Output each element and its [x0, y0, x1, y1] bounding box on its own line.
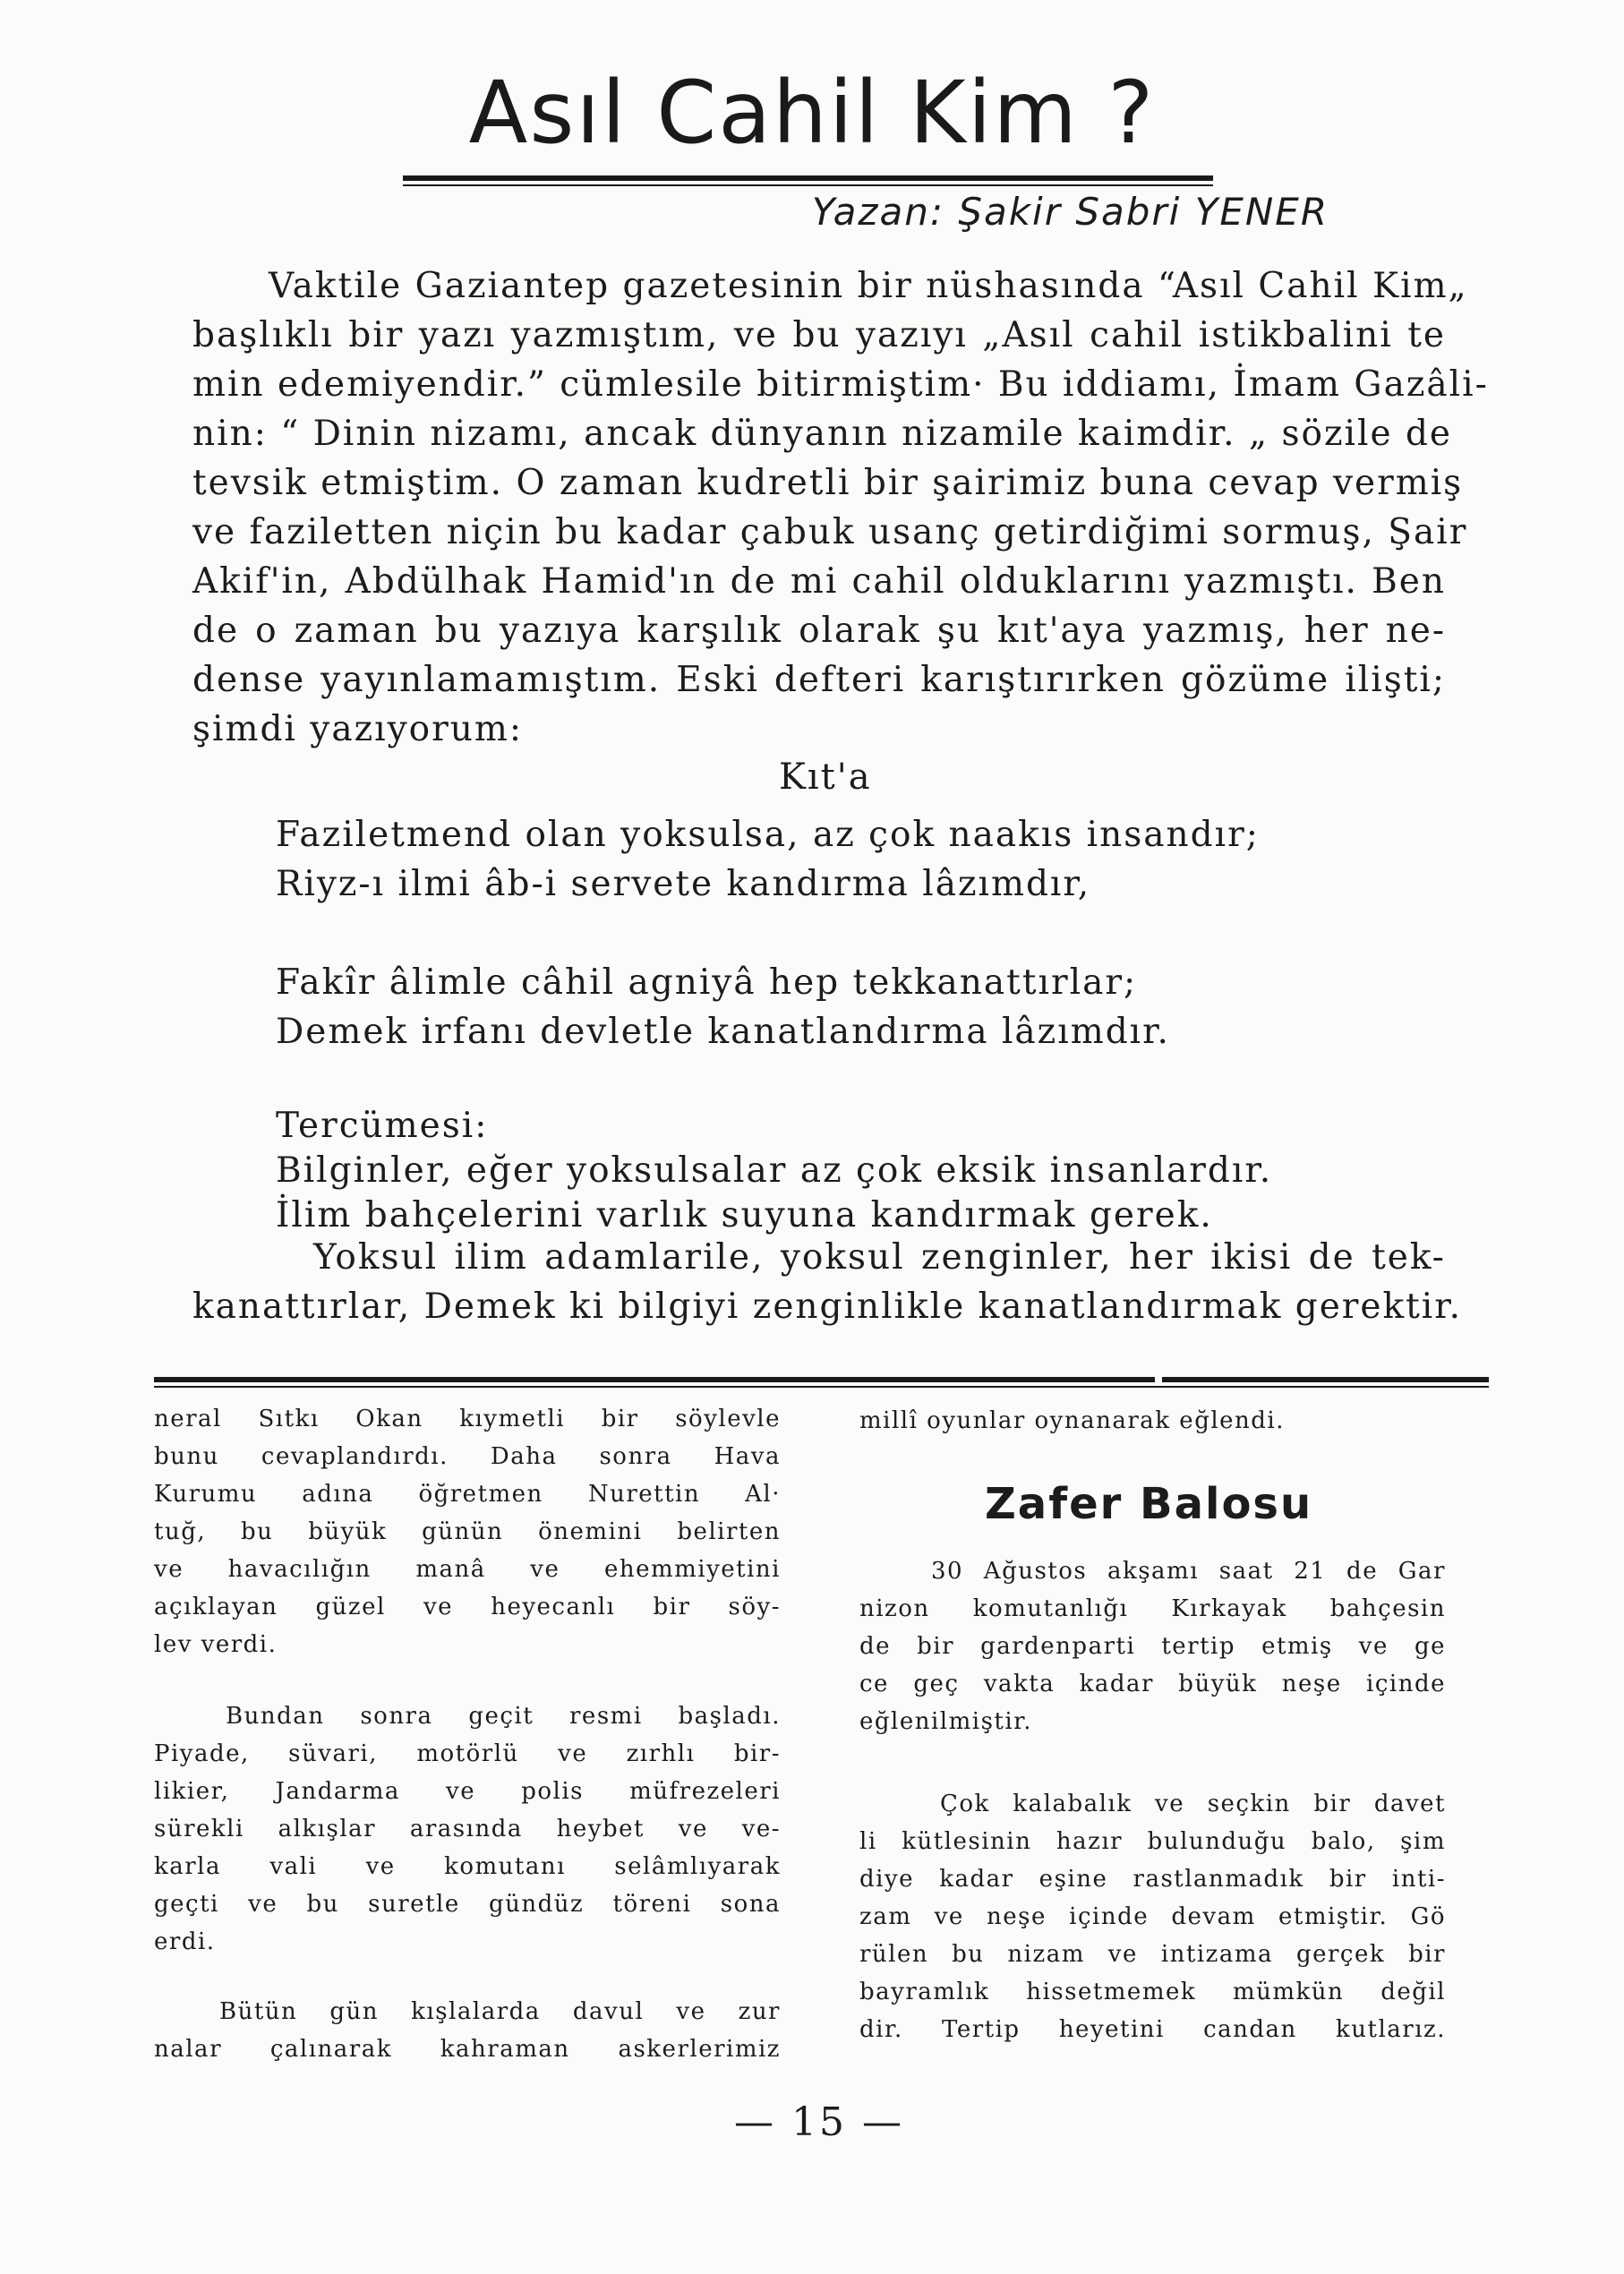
right-column-top-line: millî oyunlar oynanarak eğlendi. [859, 1407, 1286, 1434]
section-subtitle: Zafer Balosu [985, 1479, 1313, 1529]
translation-label: Tercümesi: [276, 1106, 489, 1146]
section-divider-thin [154, 1386, 1489, 1388]
right-column-line: rülen bu nizam ve intizama gerçek bir [859, 1941, 1446, 1968]
right-column-line: zam ve neşe içinde devam etmiştir. Gö [859, 1903, 1446, 1930]
left-column-line: ve havacılığın manâ ve ehemmiyetini [154, 1556, 781, 1583]
right-column-line: diye kadar eşine rastlanmadık bir inti- [859, 1866, 1446, 1893]
left-column-line: neral Sıtkı Okan kıymetli bir söylevle [154, 1406, 781, 1432]
right-column-line: dir. Tertip heyetini candan kutlarız. [859, 2016, 1446, 2043]
translation-line: Bilginler, eğer yoksulsalar az çok eksik insanlardır. [276, 1150, 1273, 1191]
verse-line: Fakîr âlimle câhil agniyâ hep tekkanattırlar; [276, 962, 1138, 1003]
left-column-line: geçti ve bu suretle gündüz töreni sona [154, 1891, 781, 1918]
verse-line: Demek irfanı devletle kanatlandırma lâzımdır. [276, 1012, 1170, 1052]
verse-line: Riyz-ı ilmi âb-i servete kandırma lâzımdır, [276, 864, 1091, 904]
section-divider-right [1162, 1377, 1489, 1382]
section-divider-left [154, 1377, 1155, 1382]
page-number: — 15 — [734, 2099, 904, 2145]
intro-line: de o zaman bu yazıya karşılık olarak şu kıt'aya yazmış, her ne- [192, 611, 1446, 651]
left-column-line: karla vali ve komutanı selâmlıyarak [154, 1853, 781, 1880]
right-column-line: eğlenilmiştir. [859, 1708, 1033, 1735]
left-column-line: sürekli alkışlar arasında heybet ve ve- [154, 1816, 781, 1842]
intro-line: şimdi yazıyorum: [192, 709, 524, 749]
intro-line: tevsik etmiştim. O zaman kudretli bir şairimiz buna cevap vermiş [192, 463, 1464, 503]
right-column-line: 30 Ağustos akşamı saat 21 de Gar [931, 1558, 1446, 1585]
intro-line: Akif'in, Abdülhak Hamid'ın de mi cahil olduklarını yazmıştı. Ben [192, 561, 1446, 602]
verse-heading: Kıt'a [779, 757, 872, 798]
left-column-line: Bütün gün kışlalarda davul ve zur [219, 1998, 781, 2025]
title-underline [403, 175, 1213, 181]
right-column-line: ce geç vakta kadar büyük neşe içinde [859, 1671, 1446, 1697]
title-underline-thin [403, 184, 1213, 186]
intro-line: Vaktile Gaziantep gazetesinin bir nüshasında “Asıl Cahil Kim„ [269, 266, 1468, 306]
right-column-line: de bir gardenparti tertip etmiş ve ge [859, 1633, 1446, 1660]
left-column-line: açıklayan güzel ve heyecanlı bir söy- [154, 1594, 781, 1620]
right-column-line: nizon komutanlığı Kırkayak bahçesin [859, 1595, 1446, 1622]
left-column-line: likier, Jandarma ve polis müfrezeleri [154, 1778, 781, 1805]
left-column-line: Bundan sonra geçit resmi başladı. [226, 1703, 781, 1730]
byline: Yazan: Şakir Sabri YENER [811, 190, 1329, 234]
intro-line: ve faziletten niçin bu kadar çabuk usanç getirdiğimi sormuş, Şair [192, 512, 1468, 552]
left-column-line: erdi. [154, 1928, 216, 1955]
article-title: Asıl Cahil Kim ? [468, 63, 1156, 163]
verse-line: Faziletmend olan yoksulsa, az çok naakıs insandır; [276, 815, 1260, 855]
left-column-line: Kurumu adına öğretmen Nurettin Al· [154, 1481, 781, 1508]
right-column-line: Çok kalabalık ve seçkin bir davet [940, 1791, 1446, 1817]
left-column-line: Piyade, süvari, motörlü ve zırhlı bir- [154, 1740, 781, 1767]
intro-line: başlıklı bir yazı yazmıştım, ve bu yazıyı „Asıl cahil istikbalini te [192, 315, 1446, 355]
intro-line: nin: “ Dinin nizamı, ancak dünyanın nizamile kaimdir. „ sözile de [192, 414, 1452, 454]
left-column-line: bunu cevaplandırdı. Daha sonra Hava [154, 1443, 781, 1470]
right-column-line: bayramlık hissetmemek mümkün değil [859, 1979, 1446, 2005]
intro-line: min edemiyendir.” cümlesile bitirmiştim· Bu iddiamı, İmam Gazâli- [192, 364, 1489, 405]
translation-line: Yoksul ilim adamlarile, yoksul zenginler, her ikisi de tek- [313, 1237, 1446, 1278]
translation-line: İlim bahçelerini varlık suyuna kandırmak gerek. [276, 1195, 1213, 1235]
left-column-line: nalar çalınarak kahraman askerlerimiz [154, 2036, 781, 2063]
intro-line: dense yayınlamamıştım. Eski defteri karıştırırken gözüme ilişti; [192, 660, 1446, 700]
right-column-line: li kütlesinin hazır bulunduğu balo, şim [859, 1828, 1446, 1855]
left-column-line: lev verdi. [154, 1631, 278, 1658]
translation-line: kanattırlar, Demek ki bilgiyi zenginlikle kanatlandırmak gerektir. [192, 1287, 1463, 1327]
left-column-line: tuğ, bu büyük günün önemini belirten [154, 1518, 781, 1545]
